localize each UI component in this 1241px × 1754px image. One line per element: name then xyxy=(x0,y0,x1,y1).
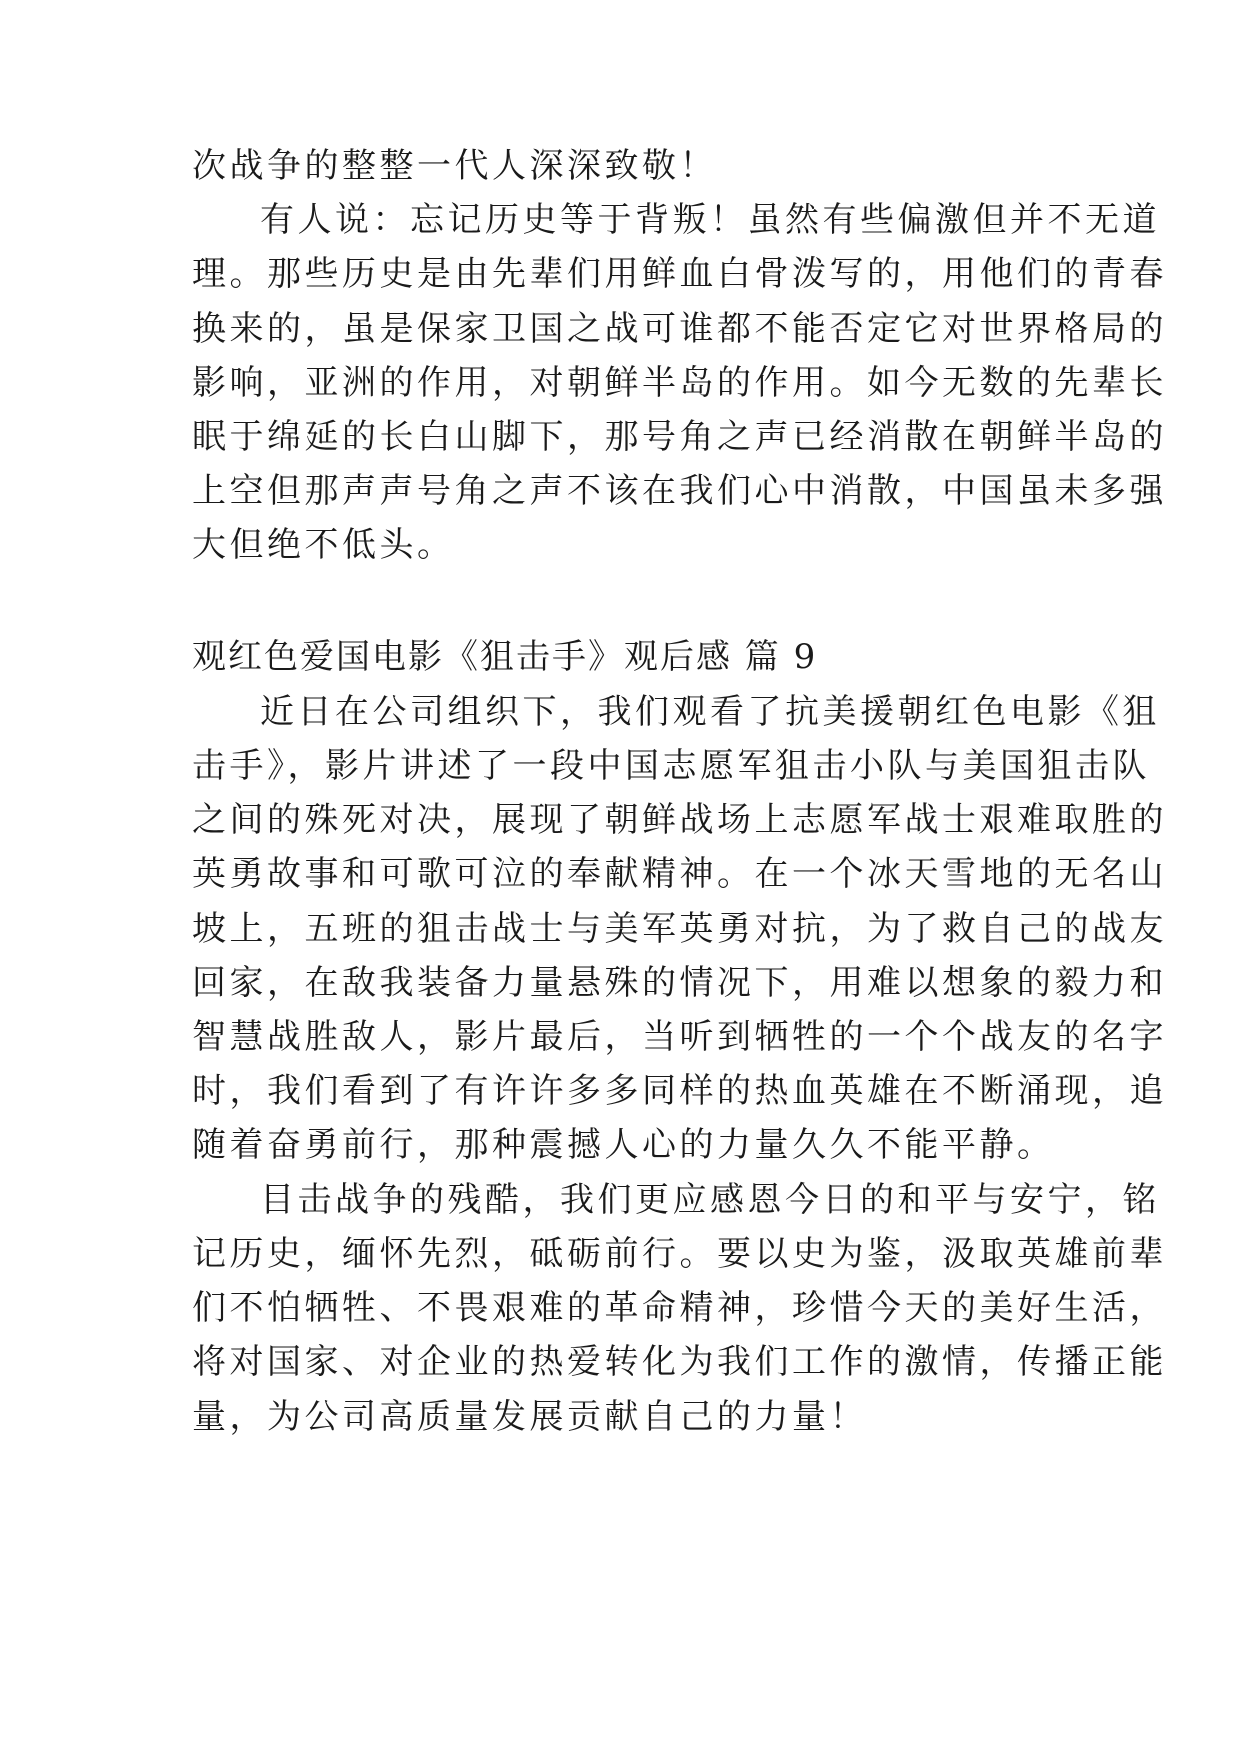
paragraph-line: 时，我们看到了有许许多多同样的热血英雄在不断涌现，追 xyxy=(192,1071,1167,1111)
paragraph-line: 回家，在敌我装备力量悬殊的情况下，用难以想象的毅力和 xyxy=(192,963,1167,1003)
paragraph-line: 眠于绵延的长白山脚下，那号角之声已经消散在朝鲜半岛的 xyxy=(192,417,1167,457)
paragraph-line: 上空但那声声号角之声不该在我们心中消散，中国虽未多强 xyxy=(192,471,1167,511)
paragraph-line: 理。那些历史是由先辈们用鲜血白骨泼写的，用他们的青春 xyxy=(192,254,1167,294)
paragraph-line: 智慧战胜敌人，影片最后，当听到牺牲的一个个战友的名字 xyxy=(192,1017,1167,1057)
paragraph-line: 量，为公司高质量发展贡献自己的力量！ xyxy=(192,1397,867,1437)
paragraph-line: 坡上，五班的狙击战士与美军英勇对抗，为了救自己的战友 xyxy=(192,909,1167,949)
paragraph-line: 之间的殊死对决，展现了朝鲜战场上志愿军战士艰难取胜的 xyxy=(192,800,1167,840)
paragraph-line: 大但绝不低头。 xyxy=(192,525,455,565)
section-title: 观红色爱国电影《狙击手》观后感 篇 9 xyxy=(192,637,818,677)
paragraph-line: 目击战争的残酷，我们更应感恩今日的和平与安宁，铭 xyxy=(260,1180,1160,1220)
paragraph-line: 换来的，虽是保家卫国之战可谁都不能否定它对世界格局的 xyxy=(192,309,1167,349)
paragraph-line: 击手》，影片讲述了一段中国志愿军狙击小队与美国狙击队 xyxy=(192,746,1150,786)
paragraph-line: 有人说：忘记历史等于背叛！虽然有些偏激但并不无道 xyxy=(260,200,1160,240)
paragraph-line: 将对国家、对企业的热爱转化为我们工作的激情，传播正能 xyxy=(192,1342,1167,1382)
paragraph-line: 记历史，缅怀先烈，砥砺前行。要以史为鉴，汲取英雄前辈 xyxy=(192,1234,1167,1274)
paragraph-line: 们不怕牺牲、不畏艰难的革命精神，珍惜今天的美好生活， xyxy=(192,1288,1167,1328)
paragraph-line: 英勇故事和可歌可泣的奉献精神。在一个冰天雪地的无名山 xyxy=(192,854,1167,894)
paragraph-line: 随着奋勇前行，那种震撼人心的力量久久不能平静。 xyxy=(192,1125,1055,1165)
paragraph-line: 影响，亚洲的作用，对朝鲜半岛的作用。如今无数的先辈长 xyxy=(192,363,1167,403)
paragraph-line: 近日在公司组织下，我们观看了抗美援朝红色电影《狙 xyxy=(260,692,1160,732)
paragraph-line: 次战争的整整一代人深深致敬！ xyxy=(192,146,717,186)
